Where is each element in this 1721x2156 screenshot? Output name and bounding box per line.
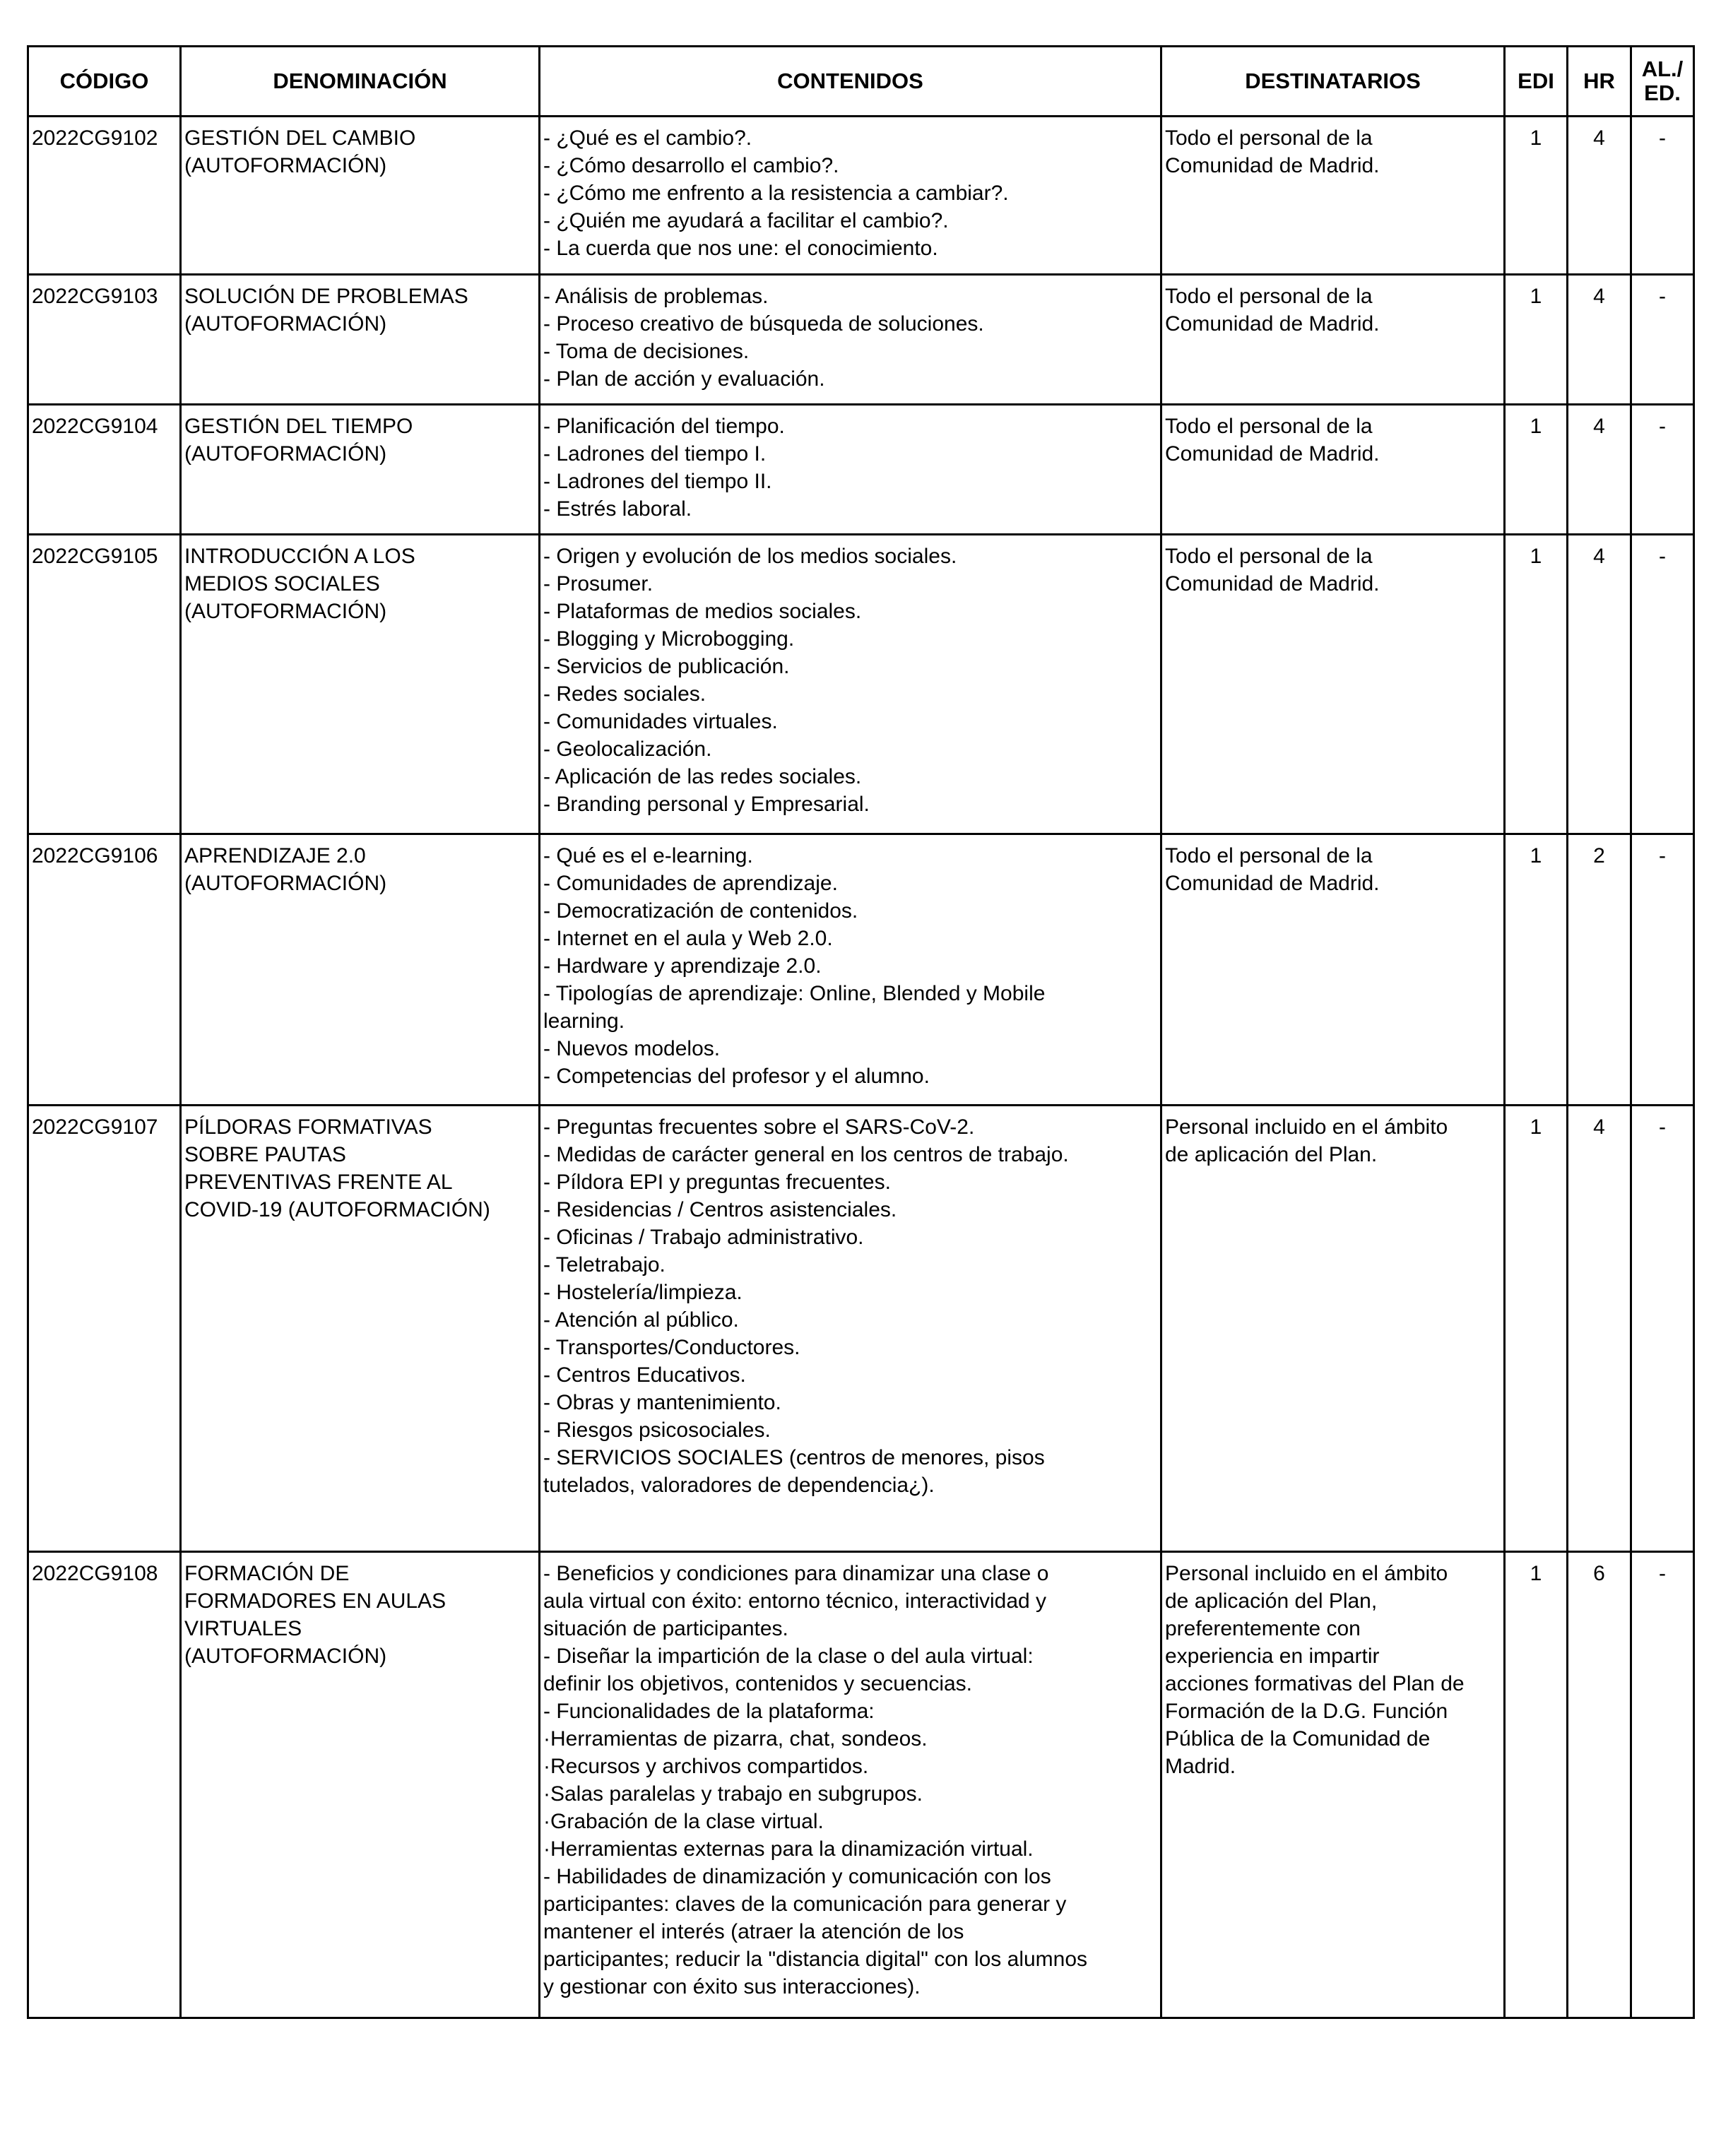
contenido-item: - Beneficios y condiciones para dinamizar una clase o bbox=[543, 1562, 1049, 1585]
cell-edi: 1 bbox=[1505, 834, 1568, 1106]
contenido-item: - Competencias del profesor y el alumno. bbox=[543, 1065, 930, 1088]
document-page bbox=[27, 45, 1695, 2019]
contenido-item: learning. bbox=[543, 1009, 625, 1033]
contenido-item: - Riesgos psicosociales. bbox=[543, 1418, 771, 1442]
contenido-item: - ¿Cómo me enfrento a la resistencia a cambiar?. bbox=[543, 182, 1009, 205]
contenido-item: - Branding personal y Empresarial. bbox=[543, 793, 870, 816]
contenido-item: - Análisis de problemas. bbox=[543, 285, 769, 308]
cell-destinatarios bbox=[1161, 117, 1505, 275]
denominacion-line: APRENDIZAJE 2.0 bbox=[184, 844, 366, 867]
header-destinatarios: DESTINATARIOS bbox=[1161, 47, 1505, 117]
contenido-item: - Preguntas frecuentes sobre el SARS-CoV-2. bbox=[543, 1115, 975, 1139]
destinatarios-line: Personal incluido en el ámbito bbox=[1165, 1115, 1448, 1139]
denominacion-line: MEDIOS SOCIALES bbox=[184, 572, 380, 596]
contenido-item: - ¿Cómo desarrollo el cambio?. bbox=[543, 154, 839, 177]
table-row bbox=[28, 1106, 1694, 1552]
destinatarios-line: preferentemente con bbox=[1165, 1617, 1361, 1640]
destinatarios-line: de aplicación del Plan, bbox=[1165, 1589, 1378, 1613]
cell-hr: 4 bbox=[1568, 1106, 1631, 1552]
cell-al-ed: - bbox=[1631, 834, 1694, 1106]
cell-destinatarios bbox=[1161, 535, 1505, 834]
cell-contenidos bbox=[540, 535, 1161, 834]
contenido-item: - SERVICIOS SOCIALES (centros de menores, pisos bbox=[543, 1446, 1045, 1469]
destinatarios-line: Comunidad de Madrid. bbox=[1165, 442, 1380, 466]
contenido-item: - Hostelería/limpieza. bbox=[543, 1281, 743, 1304]
cell-al-ed: - bbox=[1631, 405, 1694, 535]
denominacion-line: (AUTOFORMACIÓN) bbox=[184, 600, 387, 623]
table-row bbox=[28, 275, 1694, 405]
destinatarios-line: Todo el personal de la bbox=[1165, 415, 1373, 438]
contenido-item: - Funcionalidades de la plataforma: bbox=[543, 1700, 875, 1723]
contenido-item: - Estrés laboral. bbox=[543, 497, 692, 521]
destinatarios-line: Personal incluido en el ámbito bbox=[1165, 1562, 1448, 1585]
header-row bbox=[28, 47, 1694, 117]
cell-al-ed: - bbox=[1631, 1106, 1694, 1552]
denominacion-line: COVID-19 (AUTOFORMACIÓN) bbox=[184, 1198, 490, 1221]
contenido-item: - Aplicación de las redes sociales. bbox=[543, 765, 862, 788]
contenido-item: - Hardware y aprendizaje 2.0. bbox=[543, 954, 822, 978]
cell-codigo: 2022CG9108 bbox=[28, 1552, 181, 2018]
contenido-item: aula virtual con éxito: entorno técnico, interactividad y bbox=[543, 1589, 1047, 1613]
contenido-item: - Blogging y Microbogging. bbox=[543, 627, 795, 651]
destinatarios-line: Todo el personal de la bbox=[1165, 844, 1373, 867]
cell-destinatarios bbox=[1161, 1106, 1505, 1552]
cell-hr: 4 bbox=[1568, 117, 1631, 275]
cell-edi: 1 bbox=[1505, 1552, 1568, 2018]
cell-denominacion bbox=[181, 117, 540, 275]
destinatarios-line: Todo el personal de la bbox=[1165, 285, 1373, 308]
destinatarios-line: acciones formativas del Plan de bbox=[1165, 1672, 1465, 1695]
contenido-item: - Internet en el aula y Web 2.0. bbox=[543, 927, 833, 950]
destinatarios-line: Pública de la Comunidad de bbox=[1165, 1727, 1431, 1751]
contenido-item: - Transportes/Conductores. bbox=[543, 1336, 800, 1359]
cell-edi: 1 bbox=[1505, 535, 1568, 834]
contenido-item: - Atención al público. bbox=[543, 1308, 739, 1332]
cell-contenidos bbox=[540, 834, 1161, 1106]
contenido-item: y gestionar con éxito sus interacciones). bbox=[543, 1975, 921, 1998]
cell-denominacion bbox=[181, 1552, 540, 2018]
contenido-item: - Geolocalización. bbox=[543, 738, 712, 761]
contenido-item: mantener el interés (atraer la atención de los bbox=[543, 1920, 964, 1943]
table-row bbox=[28, 1552, 1694, 2018]
cell-contenidos bbox=[540, 117, 1161, 275]
cell-al-ed: - bbox=[1631, 1552, 1694, 2018]
destinatarios-line: Todo el personal de la bbox=[1165, 545, 1373, 568]
header-edi: EDI bbox=[1505, 47, 1568, 117]
contenido-item: - Medidas de carácter general en los centros de trabajo. bbox=[543, 1143, 1069, 1166]
denominacion-line: PÍLDORAS FORMATIVAS bbox=[184, 1115, 432, 1139]
header-contenidos: CONTENIDOS bbox=[540, 47, 1161, 117]
denominacion-line: (AUTOFORMACIÓN) bbox=[184, 312, 387, 336]
cell-destinatarios bbox=[1161, 1552, 1505, 2018]
denominacion-line: FORMACIÓN DE bbox=[184, 1562, 350, 1585]
contenido-item: - ¿Qué es el cambio?. bbox=[543, 126, 752, 150]
contenido-item: - Residencias / Centros asistenciales. bbox=[543, 1198, 897, 1221]
denominacion-line: PREVENTIVAS FRENTE AL bbox=[184, 1171, 453, 1194]
cell-codigo: 2022CG9103 bbox=[28, 275, 181, 405]
contenido-item: - Tipologías de aprendizaje: Online, Blended y Mobile bbox=[543, 982, 1046, 1005]
contenido-item: - Diseñar la impartición de la clase o del aula virtual: bbox=[543, 1645, 1034, 1668]
contenido-item: - Nuevos modelos. bbox=[543, 1037, 721, 1060]
header-al-ed-line1: AL./ bbox=[1641, 57, 1684, 81]
denominacion-line: VIRTUALES bbox=[184, 1617, 302, 1640]
contenido-item: - Ladrones del tiempo I. bbox=[543, 442, 767, 466]
destinatarios-line: Comunidad de Madrid. bbox=[1165, 572, 1380, 596]
cell-codigo: 2022CG9102 bbox=[28, 117, 181, 275]
cell-edi: 1 bbox=[1505, 1106, 1568, 1552]
destinatarios-line: Comunidad de Madrid. bbox=[1165, 312, 1380, 336]
denominacion-line: (AUTOFORMACIÓN) bbox=[184, 1645, 387, 1668]
cell-edi: 1 bbox=[1505, 275, 1568, 405]
contenido-item: tutelados, valoradores de dependencia¿). bbox=[543, 1474, 935, 1497]
contenido-item: - ¿Quién me ayudará a facilitar el cambio?. bbox=[543, 209, 949, 232]
denominacion-line: SOBRE PAUTAS bbox=[184, 1143, 346, 1166]
contenido-item: - Plan de acción y evaluación. bbox=[543, 367, 825, 391]
cell-destinatarios bbox=[1161, 405, 1505, 535]
cell-codigo: 2022CG9107 bbox=[28, 1106, 181, 1552]
contenido-item: - Proceso creativo de búsqueda de soluciones. bbox=[543, 312, 984, 336]
denominacion-line: FORMADORES EN AULAS bbox=[184, 1589, 446, 1613]
cell-destinatarios bbox=[1161, 275, 1505, 405]
contenido-item: - Comunidades virtuales. bbox=[543, 710, 778, 733]
contenido-item: - Planificación del tiempo. bbox=[543, 415, 785, 438]
contenido-item: - Qué es el e-learning. bbox=[543, 844, 753, 867]
header-denominacion: DENOMINACIÓN bbox=[181, 47, 540, 117]
cell-al-ed: - bbox=[1631, 535, 1694, 834]
contenido-item: participantes: claves de la comunicación para generar y bbox=[543, 1893, 1067, 1916]
contenido-item: ·Recursos y archivos compartidos. bbox=[543, 1755, 869, 1778]
denominacion-line: GESTIÓN DEL CAMBIO bbox=[184, 126, 416, 150]
cell-contenidos bbox=[540, 275, 1161, 405]
contenido-item: situación de participantes. bbox=[543, 1617, 788, 1640]
contenido-item: - Ladrones del tiempo II. bbox=[543, 470, 772, 493]
table-row bbox=[28, 834, 1694, 1106]
cell-hr: 4 bbox=[1568, 405, 1631, 535]
denominacion-line: SOLUCIÓN DE PROBLEMAS bbox=[184, 285, 468, 308]
denominacion-line: GESTIÓN DEL TIEMPO bbox=[184, 415, 413, 438]
cell-edi: 1 bbox=[1505, 117, 1568, 275]
contenido-item: - Prosumer. bbox=[543, 572, 653, 596]
contenido-item: - La cuerda que nos une: el conocimiento. bbox=[543, 237, 938, 260]
destinatarios-line: Formación de la D.G. Función bbox=[1165, 1700, 1448, 1723]
contenido-item: ·Salas paralelas y trabajo en subgrupos. bbox=[543, 1782, 923, 1806]
contenido-item: ·Grabación de la clase virtual. bbox=[543, 1810, 824, 1833]
contenido-item: ·Herramientas de pizarra, chat, sondeos. bbox=[543, 1727, 928, 1751]
cell-destinatarios bbox=[1161, 834, 1505, 1106]
header-hr: HR bbox=[1568, 47, 1631, 117]
cell-contenidos bbox=[540, 1106, 1161, 1552]
contenido-item: definir los objetivos, contenidos y secuencias. bbox=[543, 1672, 973, 1695]
denominacion-line: (AUTOFORMACIÓN) bbox=[184, 872, 387, 895]
cell-denominacion bbox=[181, 405, 540, 535]
cell-codigo: 2022CG9106 bbox=[28, 834, 181, 1106]
denominacion-line: (AUTOFORMACIÓN) bbox=[184, 154, 387, 177]
cell-hr: 2 bbox=[1568, 834, 1631, 1106]
contenido-item: - Obras y mantenimiento. bbox=[543, 1391, 781, 1414]
table-row bbox=[28, 117, 1694, 275]
table-body bbox=[28, 117, 1694, 2018]
table-row bbox=[28, 535, 1694, 834]
destinatarios-line: de aplicación del Plan. bbox=[1165, 1143, 1378, 1166]
denominacion-line: (AUTOFORMACIÓN) bbox=[184, 442, 387, 466]
cell-hr: 4 bbox=[1568, 535, 1631, 834]
cell-edi: 1 bbox=[1505, 405, 1568, 535]
contenido-item: - Teletrabajo. bbox=[543, 1253, 666, 1277]
contenido-item: - Democratización de contenidos. bbox=[543, 899, 858, 923]
contenido-item: - Comunidades de aprendizaje. bbox=[543, 872, 838, 895]
table-header bbox=[28, 47, 1694, 117]
destinatarios-line: Comunidad de Madrid. bbox=[1165, 154, 1380, 177]
cell-denominacion bbox=[181, 275, 540, 405]
cell-contenidos bbox=[540, 1552, 1161, 2018]
contenido-item: - Toma de decisiones. bbox=[543, 340, 750, 363]
course-table bbox=[27, 45, 1695, 2019]
cell-codigo: 2022CG9105 bbox=[28, 535, 181, 834]
contenido-item: - Origen y evolución de los medios sociales. bbox=[543, 545, 957, 568]
cell-al-ed: - bbox=[1631, 117, 1694, 275]
denominacion-line: INTRODUCCIÓN A LOS bbox=[184, 545, 415, 568]
cell-hr: 6 bbox=[1568, 1552, 1631, 2018]
cell-codigo: 2022CG9104 bbox=[28, 405, 181, 535]
destinatarios-line: experiencia en impartir bbox=[1165, 1645, 1380, 1668]
contenido-item: - Servicios de publicación. bbox=[543, 655, 790, 678]
cell-contenidos bbox=[540, 405, 1161, 535]
cell-denominacion bbox=[181, 834, 540, 1106]
destinatarios-line: Madrid. bbox=[1165, 1755, 1236, 1778]
contenido-item: - Centros Educativos. bbox=[543, 1363, 746, 1387]
header-al-ed bbox=[1631, 47, 1694, 117]
cell-al-ed: - bbox=[1631, 275, 1694, 405]
contenido-item: ·Herramientas externas para la dinamización virtual. bbox=[543, 1837, 1034, 1861]
contenido-item: - Habilidades de dinamización y comunicación con los bbox=[543, 1865, 1051, 1888]
destinatarios-line: Comunidad de Madrid. bbox=[1165, 872, 1380, 895]
header-codigo: CÓDIGO bbox=[28, 47, 181, 117]
cell-hr: 4 bbox=[1568, 275, 1631, 405]
header-al-ed-line2: ED. bbox=[1644, 81, 1681, 105]
contenido-item: participantes; reducir la "distancia digital" con los alumnos bbox=[543, 1948, 1088, 1971]
contenido-item: - Plataformas de medios sociales. bbox=[543, 600, 862, 623]
cell-denominacion bbox=[181, 535, 540, 834]
contenido-item: - Oficinas / Trabajo administrativo. bbox=[543, 1226, 864, 1249]
contenido-item: - Redes sociales. bbox=[543, 682, 706, 706]
contenido-item: - Píldora EPI y preguntas frecuentes. bbox=[543, 1171, 891, 1194]
cell-denominacion bbox=[181, 1106, 540, 1552]
destinatarios-line: Todo el personal de la bbox=[1165, 126, 1373, 150]
table-row bbox=[28, 405, 1694, 535]
